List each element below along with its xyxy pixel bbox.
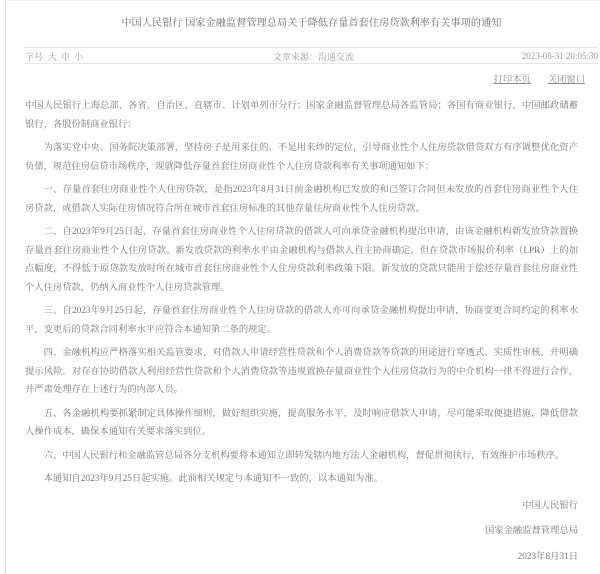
font-size-option[interactable]: 大 <box>48 51 58 62</box>
font-size-label: 字号 <box>25 51 44 62</box>
publish-timestamp: 2023-08-31 20:05:30 <box>521 51 598 61</box>
signature-line: 国家金融监督管理总局 <box>485 526 578 536</box>
font-size-option[interactable]: 中 <box>61 51 71 62</box>
body-paragraph: 四、金融机构应严格落实相关监管要求，对借款人申请经营性贷款和个人消费贷款等贷款的用途进行穿透式、实质性审核，并明确提示风险。对存在协助借款人利用经营性贷款和个人消费贷款等违规置换存量商业性个人住房贷款行为的中介机构一律不得进行合作，并严肃处理存在上述行为的内部人员。 <box>25 348 578 395</box>
content-area <box>25 0 600 570</box>
font-size-option[interactable]: 小 <box>74 51 84 62</box>
body-paragraph: 五、各金融机构要抓紧制定具体操作细则，做好组织实施，提高服务水平，及时响应借款人申请，尽可能采取便捷措施，降低借款人操作成本，确保本通知有关要求落实到位。 <box>25 408 578 437</box>
body-paragraph: 本通知自2023年9月25日起实施。此前相关规定与本通知不一致的，以本通知为准。 <box>43 474 383 484</box>
body-paragraph: 为落实党中央、国务院决策部署，坚持房子是用来住的、不是用来炒的定位，引导商业性个人住房贷款借贷双方有序调整优化资产负债，规范住房信贷市场秩序，现就降低存量首套住房商业性个人住房贷款利率有关事项通知如下： <box>25 143 578 172</box>
close-window-button[interactable]: 关闭窗口 <box>547 75 585 85</box>
font-size-options <box>48 50 83 63</box>
article-body <box>25 97 578 489</box>
signature-line: 2023年8月31日 <box>517 551 578 562</box>
page-top-border <box>5 0 600 1</box>
body-paragraph: 六、中国人民银行和金融监管总局各分支机构要将本通知立即转发辖内地方法人金融机构，督促贯彻执行，有效维护市场秩序。 <box>43 450 565 461</box>
body-paragraph: 一、存量首套住房商业性个人住房贷款，是指2023年8月31日前金融机构已发放的和已签订合同但未发放的首套住房商业性个人住房贷款，或借款人实际住房情况符合所在城市首套住房标准的其他存量住房商业性个人住房贷款。 <box>25 185 578 214</box>
signature-block <box>25 494 578 571</box>
body-paragraph: 三、自2023年9月25日起，存量首套住房商业性个人住房贷款的借款人亦可向承贷金融机构提出申请，协商变更合同约定的利率水平，变更后的贷款合同利率水平应符合本通知第二条的规定。 <box>25 306 578 335</box>
article-source: 文章来源：沟通交流 <box>272 51 354 62</box>
signature-line: 中国人民银行 <box>522 500 578 511</box>
title-band <box>25 0 598 48</box>
page-actions <box>25 71 585 85</box>
body-paragraph: 中国人民银行上海总部，各省、自治区、直辖市、计划单列市分行；国家金融监督管理总局各监管局；各国有商业银行，中国邮政储蓄银行，各股份制商业银行： <box>25 101 578 130</box>
font-size-control <box>25 50 105 63</box>
page-title: 中国人民银行 国家金融监督管理总局关于降低存量首套住房贷款利率有关事项的通知 <box>121 18 502 29</box>
print-page-button[interactable]: 打印本页 <box>493 75 531 85</box>
body-paragraph: 二、自2023年9月25日起，存量首套住房商业性个人住房贷款的借款人可向承贷金融机构提出申请，由该金融机构新发放贷款置换存量首套住房商业性个人住房贷款。新发放贷款的利率水平由金融机构与借款人自主协商确定，但在贷款市场报价利率（LPR）上的加点幅度，不得低于原贷款发放时所在城市首套住房商业性个人住房贷款利率政策下限。新发放的贷款只能用于偿还存量首套住房商业性个人住房贷款，仍纳入商业性个人住房贷款管理。 <box>25 227 578 293</box>
page-left-border <box>5 0 6 574</box>
meta-band <box>25 48 598 64</box>
